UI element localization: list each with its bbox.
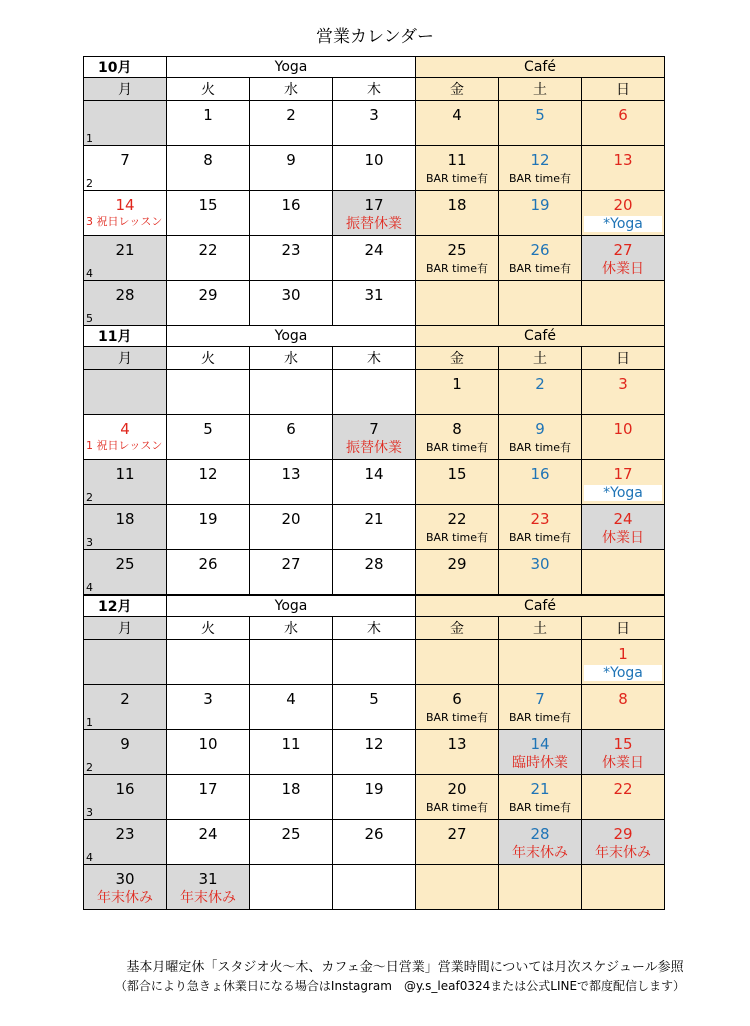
day-cell — [84, 146, 167, 191]
bar-time-note: BAR time有 — [508, 441, 572, 454]
day-cell — [167, 685, 250, 730]
day-number: 25 — [281, 825, 301, 843]
day-cell — [499, 370, 582, 415]
day-number: 7 — [535, 690, 545, 708]
day-cell — [250, 865, 333, 910]
week-row — [84, 281, 665, 326]
day-cell — [416, 370, 499, 415]
day-number: 26 — [198, 555, 218, 573]
day-cell — [582, 370, 665, 415]
week-number: 1 — [86, 716, 93, 729]
page-title: 営業カレンダー — [316, 27, 434, 47]
day-cell — [84, 685, 167, 730]
week-row — [84, 550, 665, 595]
day-number: 3 — [369, 106, 379, 124]
day-number: 15 — [447, 465, 467, 483]
closure-note: 休業日 — [602, 261, 644, 277]
day-number: 22 — [613, 780, 633, 798]
day-cell — [582, 146, 665, 191]
day-number: 11 — [281, 735, 301, 753]
day-cell — [84, 640, 167, 685]
day-number: 9 — [120, 735, 130, 753]
day-cell — [416, 820, 499, 865]
day-cell — [333, 865, 416, 910]
day-number: 22 — [198, 241, 218, 259]
footer-contact-note: （都合により急きょ休業日になる場合はInstagram @y.s_leaf0324または公式LINEで都度配信します） — [114, 979, 686, 993]
day-cell — [333, 550, 416, 595]
week-number: 1 — [86, 132, 93, 145]
yoga-section-header: Yoga — [167, 596, 416, 617]
day-cell — [499, 550, 582, 595]
closure-note: 休業日 — [602, 755, 644, 771]
week-number: 4 — [86, 267, 93, 280]
day-cell — [250, 775, 333, 820]
day-number: 9 — [286, 151, 296, 169]
day-number: 1 — [618, 645, 628, 663]
day-cell — [167, 146, 250, 191]
day-number: 5 — [369, 690, 379, 708]
day-number: 28 — [115, 286, 135, 304]
day-cell — [499, 775, 582, 820]
week-number: 2 — [86, 491, 93, 504]
weekday-header: 土 — [499, 347, 582, 370]
day-number: 30 — [281, 286, 301, 304]
bar-time-note: BAR time有 — [425, 711, 489, 724]
day-number: 4 — [286, 690, 296, 708]
weekday-header: 火 — [167, 78, 250, 101]
day-cell — [250, 460, 333, 505]
closure-note: 年末休み — [97, 890, 153, 906]
day-cell — [333, 281, 416, 326]
weekday-header: 月 — [84, 617, 167, 640]
day-number: 12 — [530, 151, 550, 169]
day-number: 14 — [115, 196, 135, 214]
day-cell — [582, 460, 665, 505]
day-cell — [333, 101, 416, 146]
bar-time-note: BAR time有 — [508, 801, 572, 814]
weekday-header: 水 — [250, 347, 333, 370]
month-label: 11月 — [84, 326, 167, 347]
day-cell — [416, 505, 499, 550]
day-cell — [84, 820, 167, 865]
day-cell — [499, 820, 582, 865]
day-cell — [416, 281, 499, 326]
bar-time-note: BAR time有 — [425, 441, 489, 454]
day-cell — [416, 550, 499, 595]
day-cell — [167, 370, 250, 415]
day-number: 7 — [120, 151, 130, 169]
week-row — [84, 415, 665, 460]
closure-note: 臨時休業 — [512, 755, 568, 771]
day-number: 21 — [530, 780, 550, 798]
day-cell — [250, 146, 333, 191]
day-number: 31 — [364, 286, 384, 304]
day-number: 10 — [364, 151, 384, 169]
day-cell — [167, 550, 250, 595]
cafe-section-header: Café — [416, 57, 665, 78]
day-cell — [582, 101, 665, 146]
day-cell — [582, 236, 665, 281]
day-number: 9 — [535, 420, 545, 438]
day-cell — [250, 236, 333, 281]
day-number: 8 — [618, 690, 628, 708]
day-cell — [582, 550, 665, 595]
day-number: 25 — [115, 555, 135, 573]
month-label: 10月 — [84, 57, 167, 78]
day-cell — [333, 730, 416, 775]
week-row — [84, 820, 665, 865]
yoga-event-note: *Yoga — [584, 665, 662, 681]
day-number: 15 — [613, 735, 633, 753]
week-number: 3 — [86, 806, 93, 819]
day-number: 13 — [281, 465, 301, 483]
day-number: 21 — [115, 241, 135, 259]
bar-time-note: BAR time有 — [425, 262, 489, 275]
day-cell — [84, 236, 167, 281]
day-cell — [250, 415, 333, 460]
day-cell — [333, 775, 416, 820]
day-cell — [250, 685, 333, 730]
week-row — [84, 865, 665, 910]
day-number: 2 — [286, 106, 296, 124]
day-cell — [250, 370, 333, 415]
day-cell — [582, 505, 665, 550]
day-cell — [167, 191, 250, 236]
day-cell — [250, 820, 333, 865]
day-number: 2 — [535, 375, 545, 393]
day-number: 22 — [447, 510, 467, 528]
day-cell — [416, 415, 499, 460]
day-number: 4 — [120, 420, 130, 438]
holiday-lesson-note: 1 祝日レッスン — [86, 439, 163, 452]
day-number: 18 — [115, 510, 135, 528]
month-table — [83, 325, 665, 595]
day-cell — [167, 281, 250, 326]
day-cell — [167, 505, 250, 550]
day-number: 27 — [281, 555, 301, 573]
day-cell — [499, 460, 582, 505]
bar-time-note: BAR time有 — [425, 801, 489, 814]
day-number: 17 — [198, 780, 218, 798]
weekday-header: 火 — [167, 347, 250, 370]
day-cell — [333, 191, 416, 236]
day-cell — [499, 415, 582, 460]
day-cell — [499, 146, 582, 191]
cafe-section-header: Café — [416, 596, 665, 617]
day-number: 27 — [447, 825, 467, 843]
weekday-header: 日 — [582, 78, 665, 101]
day-number: 28 — [530, 825, 550, 843]
day-cell — [416, 640, 499, 685]
day-number: 29 — [613, 825, 633, 843]
day-cell — [84, 730, 167, 775]
day-number: 23 — [115, 825, 135, 843]
day-cell — [333, 505, 416, 550]
day-cell — [582, 191, 665, 236]
day-number: 21 — [364, 510, 384, 528]
yoga-section-header: Yoga — [167, 326, 416, 347]
month-table — [83, 595, 665, 910]
day-number: 7 — [369, 420, 379, 438]
day-cell — [84, 775, 167, 820]
month-table — [83, 56, 665, 326]
cafe-section-header: Café — [416, 326, 665, 347]
day-cell — [167, 820, 250, 865]
week-row — [84, 370, 665, 415]
weekday-header: 木 — [333, 617, 416, 640]
day-number: 6 — [618, 106, 628, 124]
day-cell — [499, 640, 582, 685]
day-cell — [416, 146, 499, 191]
day-cell — [167, 460, 250, 505]
day-number: 17 — [364, 196, 384, 214]
week-number: 3 — [86, 536, 93, 549]
day-number: 19 — [364, 780, 384, 798]
day-cell — [499, 730, 582, 775]
day-cell — [84, 460, 167, 505]
day-number: 10 — [198, 735, 218, 753]
holiday-lesson-note: 3 祝日レッスン — [86, 215, 163, 228]
closure-note: 休業日 — [602, 530, 644, 546]
day-cell — [499, 191, 582, 236]
weekday-header: 金 — [416, 617, 499, 640]
day-number: 13 — [613, 151, 633, 169]
day-number: 13 — [447, 735, 467, 753]
day-number: 24 — [613, 510, 633, 528]
day-cell — [84, 865, 167, 910]
day-number: 26 — [530, 241, 550, 259]
day-number: 20 — [281, 510, 301, 528]
bar-time-note: BAR time有 — [508, 262, 572, 275]
weekday-header: 水 — [250, 78, 333, 101]
week-row — [84, 101, 665, 146]
day-cell — [416, 460, 499, 505]
day-cell — [416, 101, 499, 146]
weekday-header: 日 — [582, 617, 665, 640]
closure-note: 振替休業 — [346, 216, 402, 232]
week-number: 5 — [86, 312, 93, 325]
day-cell — [333, 370, 416, 415]
day-cell — [167, 775, 250, 820]
day-cell — [333, 640, 416, 685]
weekday-header: 金 — [416, 78, 499, 101]
day-number: 1 — [203, 106, 213, 124]
week-row — [84, 505, 665, 550]
day-cell — [167, 640, 250, 685]
day-number: 20 — [613, 196, 633, 214]
day-cell — [167, 101, 250, 146]
week-row — [84, 146, 665, 191]
weekday-header: 土 — [499, 617, 582, 640]
week-row — [84, 640, 665, 685]
week-number: 2 — [86, 177, 93, 190]
day-cell — [84, 191, 167, 236]
day-number: 10 — [613, 420, 633, 438]
day-cell — [167, 236, 250, 281]
day-cell — [416, 865, 499, 910]
day-number: 25 — [447, 241, 467, 259]
day-cell — [333, 146, 416, 191]
day-number: 19 — [198, 510, 218, 528]
day-cell — [416, 775, 499, 820]
day-cell — [84, 550, 167, 595]
day-cell — [333, 236, 416, 281]
day-number: 27 — [613, 241, 633, 259]
day-number: 11 — [115, 465, 135, 483]
day-number: 20 — [447, 780, 467, 798]
day-number: 19 — [530, 196, 550, 214]
day-cell — [167, 415, 250, 460]
day-cell — [250, 640, 333, 685]
day-cell — [499, 685, 582, 730]
day-number: 3 — [618, 375, 628, 393]
day-number: 2 — [120, 690, 130, 708]
day-number: 14 — [530, 735, 550, 753]
week-row — [84, 236, 665, 281]
weekday-header: 金 — [416, 347, 499, 370]
closure-note: 振替休業 — [346, 440, 402, 456]
day-number: 8 — [203, 151, 213, 169]
day-number: 3 — [203, 690, 213, 708]
day-number: 5 — [203, 420, 213, 438]
bar-time-note: BAR time有 — [508, 711, 572, 724]
day-number: 31 — [198, 870, 218, 888]
day-number: 4 — [452, 106, 462, 124]
day-number: 29 — [447, 555, 467, 573]
day-cell — [582, 685, 665, 730]
week-number: 4 — [86, 581, 93, 594]
weekday-header: 水 — [250, 617, 333, 640]
day-number: 16 — [530, 465, 550, 483]
day-number: 11 — [447, 151, 467, 169]
day-number: 24 — [364, 241, 384, 259]
day-cell — [167, 730, 250, 775]
day-cell — [499, 101, 582, 146]
day-cell — [167, 865, 250, 910]
weekday-header: 月 — [84, 78, 167, 101]
day-cell — [250, 505, 333, 550]
day-cell — [84, 505, 167, 550]
day-number: 26 — [364, 825, 384, 843]
day-number: 5 — [535, 106, 545, 124]
day-cell — [499, 505, 582, 550]
day-number: 23 — [281, 241, 301, 259]
day-cell — [333, 820, 416, 865]
day-number: 18 — [447, 196, 467, 214]
day-cell — [582, 415, 665, 460]
weekday-header: 土 — [499, 78, 582, 101]
weekday-header: 月 — [84, 347, 167, 370]
day-number: 1 — [452, 375, 462, 393]
day-cell — [499, 236, 582, 281]
day-cell — [582, 775, 665, 820]
closure-note: 年末休み — [180, 890, 236, 906]
weekday-header: 日 — [582, 347, 665, 370]
yoga-event-note: *Yoga — [584, 485, 662, 501]
day-cell — [333, 460, 416, 505]
day-cell — [416, 730, 499, 775]
bar-time-note: BAR time有 — [425, 172, 489, 185]
day-cell — [250, 550, 333, 595]
week-number: 4 — [86, 851, 93, 864]
day-cell — [582, 281, 665, 326]
day-number: 14 — [364, 465, 384, 483]
day-cell — [250, 730, 333, 775]
closure-note: 年末休み — [595, 845, 651, 861]
day-number: 12 — [364, 735, 384, 753]
closure-note: 年末休み — [512, 845, 568, 861]
day-number: 24 — [198, 825, 218, 843]
day-number: 18 — [281, 780, 301, 798]
day-cell — [416, 685, 499, 730]
day-cell — [84, 415, 167, 460]
weekday-header: 火 — [167, 617, 250, 640]
day-number: 30 — [530, 555, 550, 573]
yoga-event-note: *Yoga — [584, 216, 662, 232]
day-number: 6 — [286, 420, 296, 438]
day-number: 6 — [452, 690, 462, 708]
day-cell — [84, 281, 167, 326]
day-cell — [84, 101, 167, 146]
yoga-section-header: Yoga — [167, 57, 416, 78]
day-cell — [250, 281, 333, 326]
day-number: 29 — [198, 286, 218, 304]
day-cell — [333, 685, 416, 730]
day-cell — [333, 415, 416, 460]
week-row — [84, 191, 665, 236]
week-row — [84, 730, 665, 775]
day-cell — [582, 640, 665, 685]
bar-time-note: BAR time有 — [508, 172, 572, 185]
week-number: 2 — [86, 761, 93, 774]
day-cell — [416, 191, 499, 236]
day-number: 12 — [198, 465, 218, 483]
day-number: 16 — [281, 196, 301, 214]
week-row — [84, 775, 665, 820]
day-number: 30 — [115, 870, 135, 888]
day-number: 23 — [530, 510, 550, 528]
weekday-header: 木 — [333, 78, 416, 101]
footer-note: 基本月曜定休「スタジオ火～木、カフェ金～日営業」営業時間については月次スケジュール参照 — [126, 960, 684, 975]
bar-time-note: BAR time有 — [508, 531, 572, 544]
day-number: 8 — [452, 420, 462, 438]
day-cell — [250, 101, 333, 146]
day-cell — [582, 820, 665, 865]
day-number: 28 — [364, 555, 384, 573]
day-cell — [250, 191, 333, 236]
week-row — [84, 685, 665, 730]
day-cell — [499, 281, 582, 326]
week-row — [84, 460, 665, 505]
bar-time-note: BAR time有 — [425, 531, 489, 544]
day-cell — [416, 236, 499, 281]
day-cell — [499, 865, 582, 910]
day-cell — [84, 370, 167, 415]
day-cell — [582, 730, 665, 775]
day-number: 17 — [613, 465, 633, 483]
day-number: 16 — [115, 780, 135, 798]
day-number: 15 — [198, 196, 218, 214]
weekday-header: 木 — [333, 347, 416, 370]
month-label: 12月 — [84, 596, 167, 617]
day-cell — [582, 865, 665, 910]
